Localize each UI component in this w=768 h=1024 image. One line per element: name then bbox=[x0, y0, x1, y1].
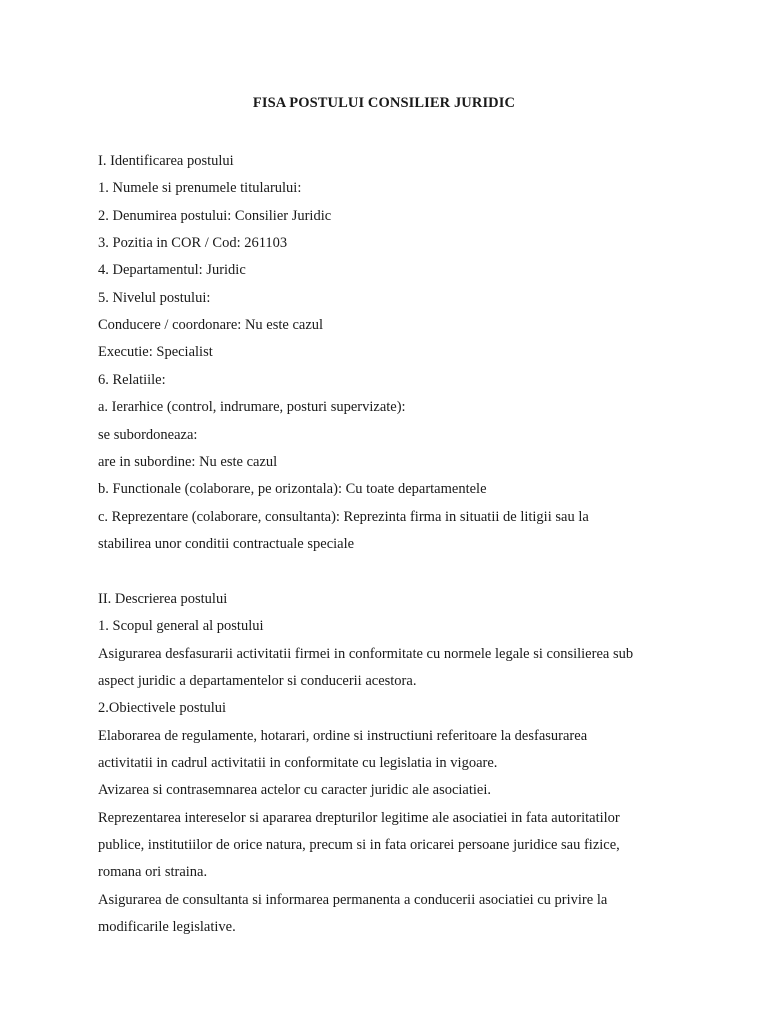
text-line: b. Functionale (colaborare, pe orizontala): Cu toate departamentele bbox=[98, 481, 487, 497]
text-line: a. Ierarhice (control, indrumare, posturi supervizate): bbox=[98, 399, 406, 415]
section-heading: II. Descrierea postului bbox=[98, 591, 228, 607]
text-line: publice, institutiilor de orice natura, precum si in fata oricarei persoane juridice sau fizice, bbox=[98, 837, 620, 853]
document-title: FISA POSTULUI CONSILIER JURIDIC bbox=[252, 95, 516, 111]
text-line: Asigurarea desfasurarii activitatii firmei in conformitate cu normele legale si consilierea sub bbox=[98, 646, 634, 662]
text-line: Avizarea si contrasemnarea actelor cu caracter juridic ale asociatiei. bbox=[98, 782, 492, 798]
text-line: modificarile legislative. bbox=[98, 919, 236, 935]
text-line: Elaborarea de regulamente, hotarari, ordine si instructiuni referitoare la desfasurarea bbox=[98, 728, 588, 744]
text-line: aspect juridic a departamentelor si conducerii acestora. bbox=[98, 673, 417, 689]
text-line: 2. Denumirea postului: Consilier Juridic bbox=[98, 208, 332, 224]
text-line: Conducere / coordonare: Nu este cazul bbox=[98, 317, 324, 333]
text-line: c. Reprezentare (colaborare, consultanta): Reprezinta firma in situatii de litigii sau la bbox=[98, 509, 589, 525]
text-line: are in subordine: Nu este cazul bbox=[98, 454, 278, 470]
text-line: 3. Pozitia in COR / Cod: 261103 bbox=[98, 235, 288, 251]
text-line: 4. Departamentul: Juridic bbox=[98, 262, 246, 278]
text-line: 6. Relatiile: bbox=[98, 372, 166, 388]
text-line: Reprezentarea intereselor si apararea drepturilor legitime ale asociatiei in fata autoritatilor bbox=[98, 810, 620, 826]
text-line: 2.Obiectivele postului bbox=[98, 700, 227, 716]
text-line: Executie: Specialist bbox=[98, 344, 213, 360]
text-line: 1. Scopul general al postului bbox=[98, 618, 264, 634]
text-line: activitatii in cadrul activitatii in conformitate cu legislatia in vigoare. bbox=[98, 755, 498, 771]
text-line: 1. Numele si prenumele titularului: bbox=[98, 180, 302, 196]
section-heading: I. Identificarea postului bbox=[98, 153, 234, 169]
text-line: 5. Nivelul postului: bbox=[98, 290, 211, 306]
text-line: se subordoneaza: bbox=[98, 427, 198, 443]
text-line: romana ori straina. bbox=[98, 864, 208, 880]
text-line: Asigurarea de consultanta si informarea permanenta a conducerii asociatiei cu privire la bbox=[98, 892, 608, 908]
text-line: stabilirea unor conditii contractuale speciale bbox=[98, 536, 355, 552]
